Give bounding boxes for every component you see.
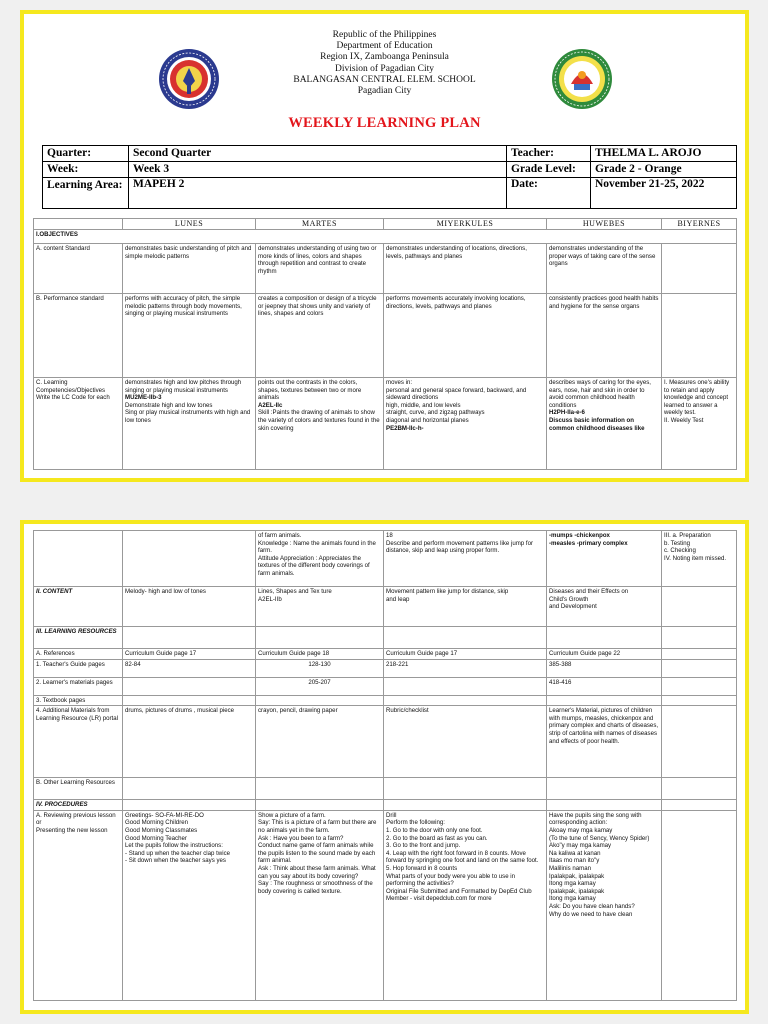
additional-materials-miyerkules: Rubric/checklist (384, 706, 547, 778)
references-huwebes: Curriculum Guide page 22 (547, 649, 662, 660)
empty-cell (256, 778, 384, 800)
content-lunes: Melody- high and low of tones (123, 587, 256, 627)
reviewing-huwebes: Have the pupils sing the song with corresponding action: Akoay may mga kamay (To the tune of Sency, Wency Spider) Ako"y may mga kamay Na kaliwa at kanan Itaas mo man ito"y Malilinis naman Ipalakpak, ipalakpak Itong mga kamay Ipalakpak, ipalakpak Itong mga kamay Ask: Do you have clean hands? Why do we need to have clean (547, 810, 662, 1000)
lesson-plan-table-page-2 (33, 530, 737, 1001)
objectives-row: I.OBJECTIVES (34, 230, 737, 244)
content-standard-huwebes: demonstrates understanding of the proper ways of taking care of the sense organs (547, 244, 662, 294)
content-biyernes (662, 587, 737, 627)
competencies-lunes-code: MU2ME-IIb-3 (125, 394, 162, 402)
competencies-huwebes-code: H2PH-IIa-e-6 (549, 409, 585, 417)
additional-materials-huwebes: Learner's Material, pictures of children with mumps, measles, chickenpox and primary complex and charts of diseases, strip of cartolina with names of diseases and effects of poor health. (547, 706, 662, 778)
continued-label (34, 531, 123, 587)
references-miyerkules: Curriculum Guide page 17 (384, 649, 547, 660)
teachers-guide-lunes: 82-84 (123, 659, 256, 677)
empty-cell (123, 695, 256, 706)
document-page-1 (20, 10, 749, 482)
empty-cell (384, 627, 547, 649)
header-line-school: BALANGASAN CENTRAL ELEM. SCHOOL (293, 74, 476, 85)
teachers-guide-martes: 128-130 (256, 659, 384, 677)
competencies-lunes-more: Demonstrate high and low tones Sing or play musical instruments with high and low tones (125, 401, 251, 424)
empty-cell (662, 810, 737, 1000)
competencies-miyerkules (384, 378, 547, 470)
competencies-martes-text: points out the contrasts in the colors, shapes, textures between two or more animals (258, 379, 362, 402)
content-standard-label: A. content Standard (34, 244, 123, 294)
content-standard-lunes: demonstrates basic understanding of pitch and simple melodic patterns (123, 244, 256, 294)
empty-cell (547, 800, 662, 811)
learners-materials-label: 2. Learner's materials pages (34, 677, 123, 695)
empty-cell (256, 800, 384, 811)
day-header-martes: MARTES (256, 219, 384, 230)
quarter-value: Second Quarter (129, 146, 507, 162)
empty-cell (547, 627, 662, 649)
day-header-lunes: LUNES (123, 219, 256, 230)
quarter-label: Quarter: (43, 146, 129, 162)
teachers-guide-huwebes: 385-388 (547, 659, 662, 677)
teachers-guide-label: 1. Teacher's Guide pages (34, 659, 123, 677)
day-header-huwebes: HUWEBES (547, 219, 662, 230)
empty-cell (662, 706, 737, 778)
grade-label: Grade Level: (507, 162, 591, 178)
references-lunes: Curriculum Guide page 17 (123, 649, 256, 660)
competencies-huwebes (547, 378, 662, 470)
empty-cell (662, 778, 737, 800)
procedures-label: IV. PROCEDURES (34, 800, 123, 811)
performance-standard-huwebes: consistently practices good health habits and hygiene for the sense organs (547, 294, 662, 378)
learners-materials-martes: 205-207 (256, 677, 384, 695)
header-line-department: Department of Education (336, 41, 433, 52)
corner-cell (34, 219, 123, 230)
empty-cell (547, 695, 662, 706)
week-value: Week 3 (129, 162, 507, 178)
additional-materials-label: 4. Additional Materials from Learning Resource (LR) portal (34, 706, 123, 778)
competencies-lunes (123, 378, 256, 470)
empty-cell (123, 627, 256, 649)
continued-huwebes: -mumps -chickenpox -measles -primary complex (547, 531, 662, 587)
performance-standard-label: B. Performance standard (34, 294, 123, 378)
learning-resources-label: III. LEARNING RESOURCES (34, 627, 123, 649)
performance-standard-lunes: performs with accuracy of pitch, the simple melodic patterns through body movements, singing or playing musical instruments (123, 294, 256, 378)
content-standard-miyerkules: demonstrates understanding of locations, directions, levels, pathways and planes (384, 244, 547, 294)
learners-materials-huwebes: 418-416 (547, 677, 662, 695)
header-line-region: Region IX, Zamboanga Peninsula (320, 52, 449, 63)
empty-cell (547, 778, 662, 800)
empty-cell (384, 778, 547, 800)
empty-cell (662, 800, 737, 811)
empty-cell (384, 677, 547, 695)
teacher-value: THELMA L. AROJO (591, 146, 737, 162)
continued-martes: of farm animals. Knowledge : Name the animals found in the farm. Attitude Appreciation : Appreciates the textures of the different body coverings of farm animals. (256, 531, 384, 587)
content-huwebes: Diseases and their Effects on Child's Growth and Development (547, 587, 662, 627)
document-page-2 (20, 520, 749, 1014)
competencies-biyernes: I. Measures one's ability to retain and apply knowledge and concept learned to answer a weekly test. II. Weekly Test (662, 378, 737, 470)
performance-standard-biyernes (662, 294, 737, 378)
competencies-huwebes-text: describes ways of caring for the eyes, ears, nose, hair and skin in order to avoid common childhood health conditions (549, 379, 651, 409)
performance-standard-martes: creates a composition or design of a tricycle or jeepney that shows unity and variety of lines, shapes and colors (256, 294, 384, 378)
continued-miyerkules: 18 Describe and perform movement patterns like jump for distance, skip and leap using proper form. (384, 531, 547, 587)
info-table (42, 145, 737, 209)
empty-cell (662, 677, 737, 695)
references-martes: Curriculum Guide page 18 (256, 649, 384, 660)
area-value: MAPEH 2 (129, 178, 507, 209)
empty-cell (662, 649, 737, 660)
competencies-lunes-text: demonstrates high and low pitches through singing or playing musical instruments (125, 379, 242, 394)
content-label: II. CONTENT (34, 587, 123, 627)
grade-value: Grade 2 - Orange (591, 162, 737, 178)
empty-cell (384, 695, 547, 706)
additional-materials-lunes: drums, pictures of drums , musical piece (123, 706, 256, 778)
area-label: Learning Area: (43, 178, 129, 209)
empty-cell (662, 627, 737, 649)
lesson-plan-table-page-1 (33, 218, 737, 470)
week-label: Week: (43, 162, 129, 178)
performance-standard-miyerkules: performs movements accurately involving locations, directions, levels, pathways and planes (384, 294, 547, 378)
competencies-martes (256, 378, 384, 470)
empty-cell (384, 800, 547, 811)
date-label: Date: (507, 178, 591, 209)
reviewing-martes: Show a picture of a farm. Say: This is a picture of a farm but there are no animals yet in the farm. Ask : Have you been to a farm? Conduct name game of farm animals while the pupils listen to the sound made by each farm animal. Ask : Think about these farm animals. What can you say about its body covering? Say : The roughness or smoothness of the body covering is called texture. (256, 810, 384, 1000)
continued-lunes (123, 531, 256, 587)
empty-cell (123, 800, 256, 811)
competencies-huwebes-more: Discuss basic information on common childhood diseases like (549, 416, 645, 432)
competencies-label: C. Learning Competencies/Objectives Write the LC Code for each (34, 378, 123, 470)
competencies-miyerkules-code: PE2BM-IIc-h- (386, 424, 424, 432)
header-line-city: Pagadian City (357, 86, 412, 97)
competencies-martes-more: Skill :Paints the drawing of animals to show the variety of colors and textures found in the skin covering (258, 409, 380, 432)
teachers-guide-miyerkules: 218-221 (384, 659, 547, 677)
header-line-republic: Republic of the Philippines (332, 30, 437, 40)
competencies-miyerkules-text: moves in: personal and general space forward, backward, and sideward directions high, middle, and low levels straight, curve, and zigzag pathways diagonal and horizontal planes (386, 379, 527, 424)
empty-cell (256, 695, 384, 706)
day-header-miyerkules: MIYERKULES (384, 219, 547, 230)
additional-materials-martes: crayon, pencil, drawing paper (256, 706, 384, 778)
plan-title: WEEKLY LEARNING PLAN (288, 115, 481, 131)
reviewing-lunes: Greetings- SO-FA-MI-RE-DO Good Morning Children Good Morning Classmates Good Morning Teacher Let the pupils follow the instructions: - Stand up when the teacher clap twice - Sit down when the teacher says yes (123, 810, 256, 1000)
content-miyerkules: Movement pattern like jump for distance, skip and leap (384, 587, 547, 627)
letterhead (24, 30, 745, 97)
teacher-label: Teacher: (507, 146, 591, 162)
other-resources-label: B. Other Learning Resources (34, 778, 123, 800)
references-label: A. References (34, 649, 123, 660)
competencies-martes-code: A2EL-IIc (258, 401, 283, 409)
header-line-division: Division of Pagadian City (335, 63, 434, 74)
date-value: November 21-25, 2022 (591, 178, 737, 209)
reviewing-label: A. Reviewing previous lesson or Presenting the new lesson (34, 810, 123, 1000)
content-standard-biyernes (662, 244, 737, 294)
empty-cell (662, 659, 737, 677)
empty-cell (123, 778, 256, 800)
textbook-label: 3. Textbook pages (34, 695, 123, 706)
empty-cell (256, 627, 384, 649)
empty-cell (123, 677, 256, 695)
content-martes: Lines, Shapes and Tex ture A2EL-IIb (256, 587, 384, 627)
content-standard-martes: demonstrates understanding of using two or more kinds of lines, colors and shapes through repetition and contrast to create rhythm (256, 244, 384, 294)
empty-cell (662, 695, 737, 706)
day-header-biyernes: BIYERNES (662, 219, 737, 230)
continued-biyernes: III. a. Preparation b. Testing c. Checking IV. Noting item missed. (662, 531, 737, 587)
reviewing-miyerkules: Drill Perform the following: 1. Go to the door with only one foot. 2. Go to the board as fast as you can. 3. Go to the front and jump. 4. Leap with the right foot forward in 8 counts. Move forward by springing one foot and land on the same foot. 5. Hop forward in 8 counts What parts of your body were you able to use in performing the activities? Original File Submitted and Formatted by DepEd Club Member - visit depedclub.com for more (384, 810, 547, 1000)
